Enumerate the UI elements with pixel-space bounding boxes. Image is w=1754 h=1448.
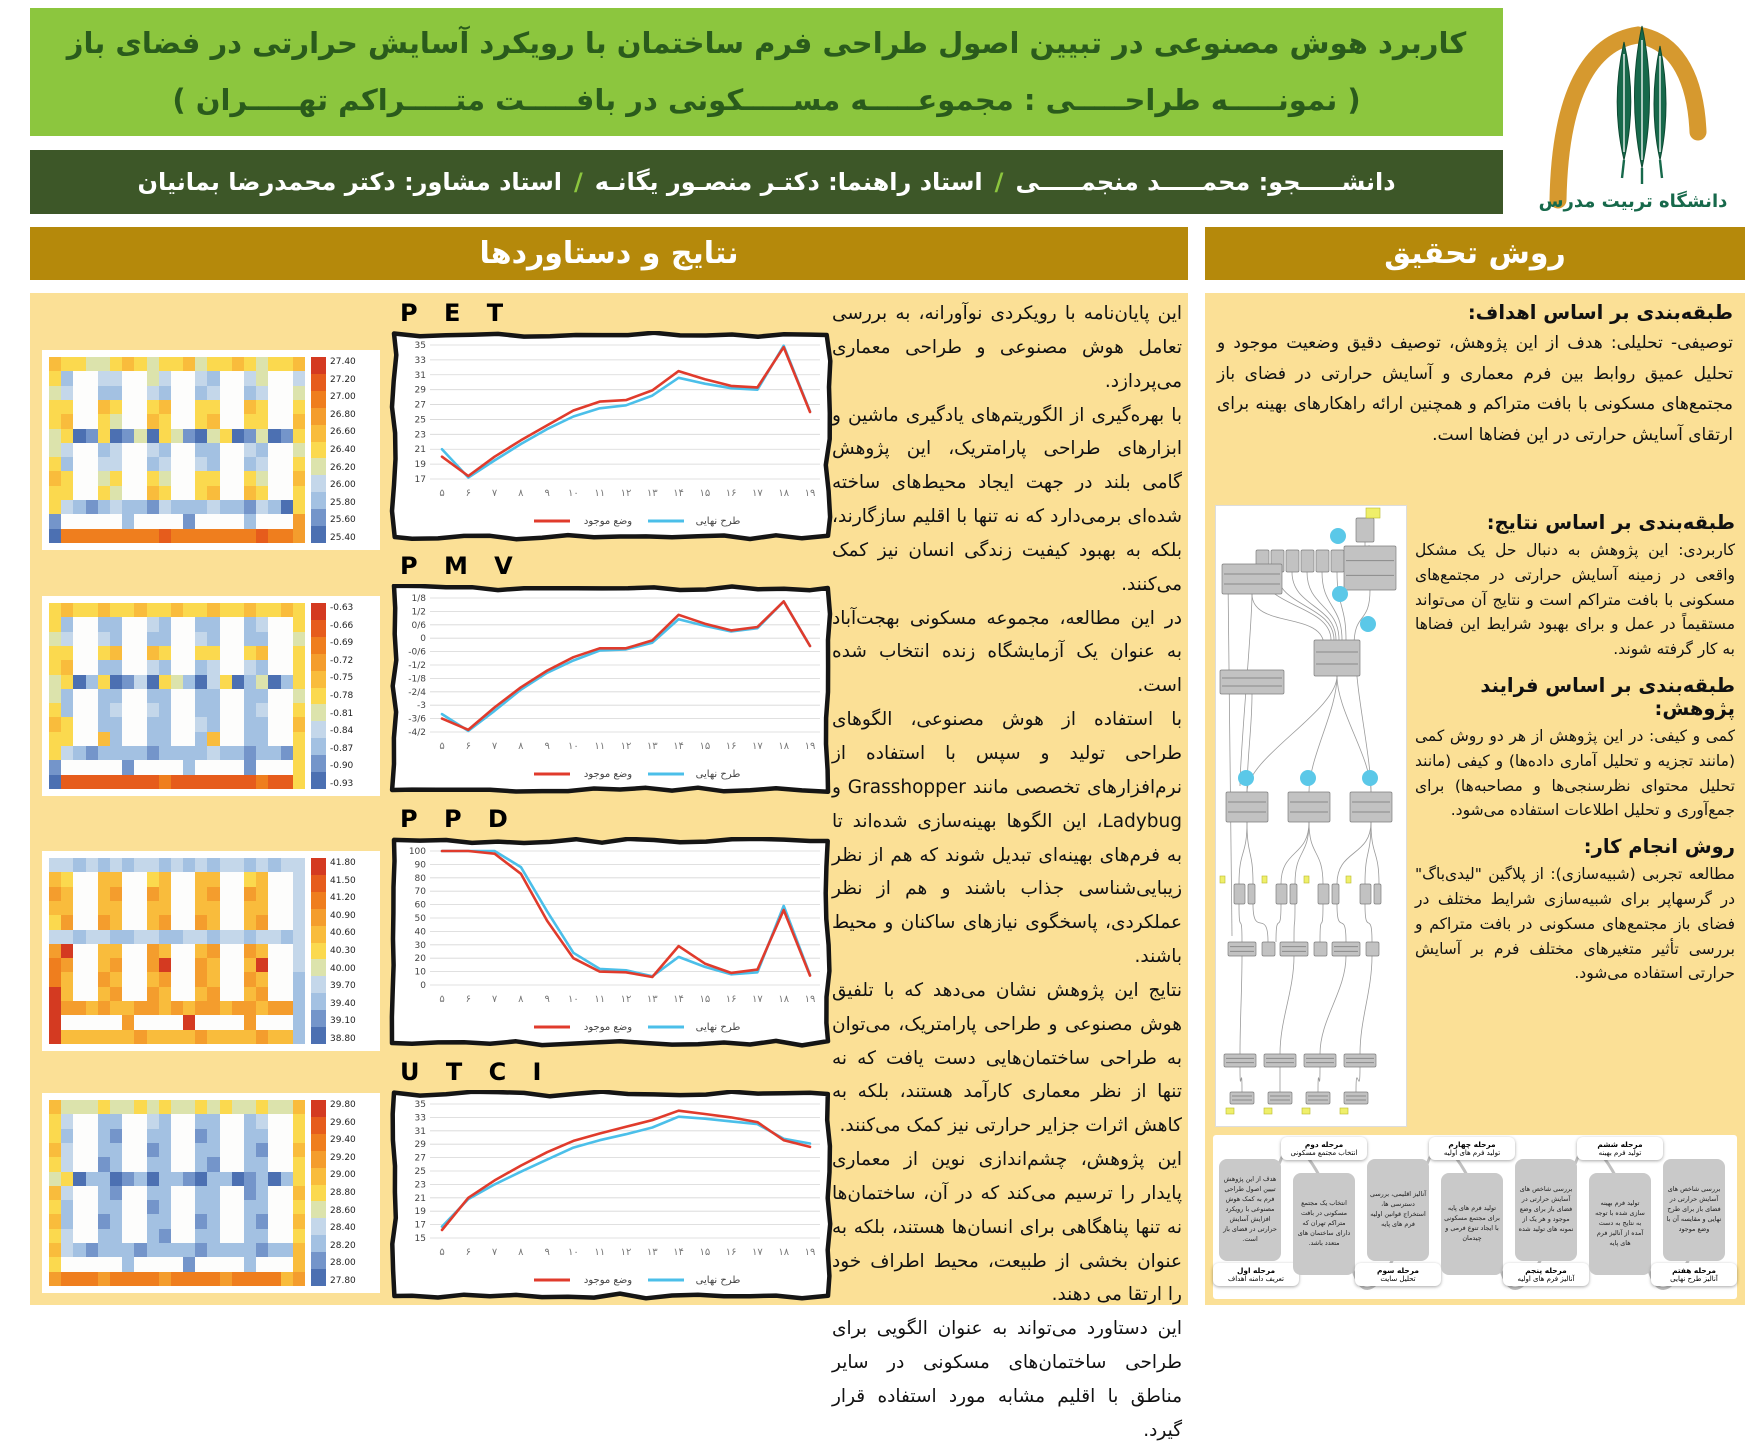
colorbar-tick: -0.63: [330, 603, 354, 613]
svg-text:-3/6: -3/6: [408, 714, 426, 725]
flow-stage-label-5: مرحله پنجم آنالیز فرم های اولیه: [1503, 1263, 1589, 1286]
chart-block-pet: [386, 293, 836, 546]
heatmap-grid: [49, 858, 305, 1044]
heatmap-grid: [49, 603, 305, 789]
heatmap-colorbar: [311, 858, 373, 1044]
svg-text:طرح نهایی: طرح نهایی: [695, 769, 741, 780]
colorbar-tick: 27.20: [330, 374, 356, 385]
svg-text:وضع موجود: وضع موجود: [583, 516, 633, 527]
chart-title-pet: P E T: [400, 299, 513, 327]
svg-text:۱۱: ۱۱: [594, 994, 606, 1005]
colorbar-tick: 40.90: [330, 910, 356, 921]
colorbar-tick: 28.40: [330, 1223, 356, 1234]
svg-text:25: 25: [414, 1167, 426, 1177]
svg-text:-1/2: -1/2: [408, 661, 426, 671]
svg-text:27: 27: [414, 1153, 426, 1164]
svg-text:۱۰: ۱۰: [568, 1247, 579, 1258]
colorbar-tick: 29.40: [330, 1135, 356, 1146]
svg-text:طرح نهایی: طرح نهایی: [695, 1022, 741, 1033]
colorbar-tick: 39.10: [330, 1016, 356, 1027]
colorbar-tick: 26.80: [330, 409, 356, 420]
colorbar-tick: -0.78: [330, 690, 354, 701]
logo-calligraphy: دانشگاه تربیت مدرس: [1538, 191, 1728, 212]
svg-text:۱۹: ۱۹: [804, 1247, 816, 1258]
svg-text:35: 35: [414, 1100, 426, 1110]
colorbar-tick: 26.60: [330, 427, 356, 438]
svg-text:19: 19: [414, 460, 426, 471]
svg-text:۵: ۵: [439, 741, 445, 752]
svg-text:۵: ۵: [439, 994, 445, 1005]
svg-text:-2/4: -2/4: [408, 687, 426, 698]
svg-text:۱۲: ۱۲: [620, 994, 632, 1005]
colorbar-tick: -0.75: [330, 673, 354, 684]
flow-stage-box-2: انتخاب یک مجتمع مسکونی در بافت متراکم تهران که دارای ساختمان های متعدد باشد.: [1293, 1173, 1355, 1275]
line-charts-column: [386, 293, 836, 1305]
svg-text:۶: ۶: [465, 994, 471, 1005]
svg-text:29: 29: [414, 385, 426, 396]
line-chart-pmv: [386, 584, 836, 799]
chart-block-utci: [386, 1052, 836, 1305]
method-block-procedure: [1415, 835, 1735, 986]
svg-text:۱۷: ۱۷: [752, 994, 763, 1005]
svg-text:۱۹: ۱۹: [804, 994, 816, 1005]
svg-text:۱۵: ۱۵: [699, 741, 711, 752]
svg-text:27: 27: [414, 400, 426, 411]
colorbar-tick: 29.00: [330, 1170, 356, 1181]
heatmap-grid: [49, 357, 305, 543]
svg-text:۱۵: ۱۵: [699, 994, 711, 1005]
results-paragraph: با بهره‌گیری از الگوریتم‌های یادگیری ماشین و ابزارهای طراحی پارامتریک، این پژوهش گامی بلند در جهت ایجاد محیط‌های ساخته شده‌ای برمی‌دارد که نه تنها با اقلیم سازگارند، بلکه به بهبود کیفیت زندگی انسان نیز کمک می‌کنند.: [832, 404, 1182, 595]
heatmap-ppd-map: [42, 851, 380, 1051]
svg-text:1/2: 1/2: [411, 607, 426, 618]
flow-stage-box-1: هدف از این پژوهش تبیین اصول طراحی فرم به کمک هوش مصنوعی با رویکرد افزایش آسایش حرارتی در فضای باز است.: [1219, 1159, 1281, 1261]
results-panel: [30, 293, 1188, 1441]
svg-text:۱۵: ۱۵: [699, 1247, 711, 1258]
chart-title-ppd: P P D: [400, 805, 517, 833]
colorbar-tick: 41.50: [330, 875, 356, 886]
svg-text:15: 15: [414, 1234, 426, 1244]
colorbar-tick: 27.80: [330, 1275, 356, 1286]
colorbar-tick: 25.40: [330, 532, 356, 543]
colorbar-tick: 29.80: [330, 1100, 356, 1110]
svg-text:40: 40: [414, 927, 426, 938]
method-block-results-type: [1415, 511, 1735, 662]
svg-text:-1/8: -1/8: [408, 674, 426, 685]
colorbar-tick: 26.00: [330, 480, 356, 491]
svg-text:23: 23: [414, 1180, 426, 1191]
heatmap-colorbar: [311, 1100, 373, 1286]
svg-text:۱۳: ۱۳: [646, 1247, 658, 1258]
svg-text:30: 30: [414, 940, 426, 951]
line-chart-pet: [386, 331, 836, 546]
colorbar-tick: 39.40: [330, 998, 356, 1009]
svg-text:۱۶: ۱۶: [725, 741, 737, 752]
svg-text:۱۵: ۱۵: [699, 488, 711, 499]
svg-text:۱۱: ۱۱: [594, 741, 606, 752]
colorbar-tick: -0.66: [330, 620, 354, 631]
colorbar-tick: -0.90: [330, 761, 354, 772]
colorbar-tick: 25.80: [330, 497, 356, 508]
colorbar-tick: 41.20: [330, 893, 356, 904]
results-text-column: [832, 297, 1182, 1441]
svg-text:۱۸: ۱۸: [778, 994, 790, 1005]
svg-text:100: 100: [408, 847, 426, 857]
svg-text:۷: ۷: [491, 741, 498, 752]
colorbar-tick: 28.00: [330, 1258, 356, 1269]
svg-text:17: 17: [414, 1220, 426, 1231]
svg-text:۱۲: ۱۲: [620, 1247, 632, 1258]
svg-text:35: 35: [414, 341, 426, 351]
svg-text:۶: ۶: [465, 488, 471, 499]
heatmap-pet-map: [42, 350, 380, 550]
svg-text:50: 50: [414, 914, 426, 924]
colorbar-tick: 29.20: [330, 1152, 356, 1163]
svg-text:۱۸: ۱۸: [778, 488, 790, 499]
svg-text:0: 0: [420, 981, 426, 991]
svg-text:۸: ۸: [518, 1247, 524, 1258]
line-chart-ppd: [386, 837, 836, 1052]
svg-text:۱۶: ۱۶: [725, 1247, 737, 1258]
colorbar-tick: 27.00: [330, 392, 356, 403]
colorbar-tick: 28.80: [330, 1187, 356, 1198]
svg-text:وضع موجود: وضع موجود: [583, 1022, 633, 1033]
heatmap-utci-map: [42, 1093, 380, 1293]
flow-stage-label-4: مرحله چهارم تولید فرم های اولیه: [1429, 1137, 1515, 1160]
colorbar-tick: 40.60: [330, 928, 356, 939]
colorbar-tick: -0.69: [330, 638, 354, 649]
svg-text:وضع موجود: وضع موجود: [583, 769, 633, 780]
method-heading: طبقه‌بندی بر اساس فرایند پژوهش:: [1480, 673, 1735, 720]
workflow-flowchart: [1213, 1135, 1737, 1299]
colorbar-tick: -0.93: [330, 778, 354, 789]
method-panel: [1205, 293, 1745, 1305]
flow-stage-label-2: مرحله دوم انتخاب مجتمع مسکونی: [1281, 1137, 1367, 1160]
method-heading: روش انجام کار:: [1583, 835, 1735, 859]
svg-text:۸: ۸: [518, 741, 524, 752]
svg-text:-0/6: -0/6: [408, 647, 426, 658]
svg-text:۱۳: ۱۳: [646, 741, 658, 752]
flow-stage-label-6: مرحله ششم تولید فرم بهینه: [1577, 1137, 1663, 1160]
colorbar-tick: -0.84: [330, 726, 354, 737]
credit-separator: /: [574, 168, 583, 196]
flow-stage-box-5: بررسی شاخص های آسایش حرارتی در فضای باز برای وضع موجود و هر یک از نمونه های تولید شده: [1515, 1159, 1577, 1261]
svg-text:۱۴: ۱۴: [673, 741, 684, 752]
results-paragraph: با استفاده از هوش مصنوعی، الگوهای طراحی تولید و سپس با استفاده از نرم‌افزارهای تخصصی مانند Grasshopper و Ladybug، این الگوها بهینه‌سازی شده‌اند تا به فرم‌های بهینه‌ای تبدیل شوند که هم از نظر زیبایی‌شناسی جذاب باشند و هم از نظر عملکردی، پاسخگوی نیازهای ساکنان و محیط باشند.: [832, 709, 1182, 968]
svg-text:90: 90: [414, 860, 426, 871]
colorbar-tick: -0.81: [330, 708, 354, 719]
chart-block-ppd: [386, 799, 836, 1052]
colorbar-tick: 40.30: [330, 945, 356, 956]
results-paragraph: این پژوهش، چشم‌اندازی نوین از معماری پایدار را ترسیم می‌کند که در آن، ساختمان‌ها نه تنها پناهگاهی برای انسان‌ها هستند، بلکه به عنوان بخشی از طبیعت، محیط اطراف خود را ارتقا می دهند.: [832, 1149, 1182, 1306]
method-text-column: [1415, 499, 1735, 1129]
svg-text:21: 21: [414, 1193, 426, 1204]
svg-text:۱۷: ۱۷: [752, 741, 763, 752]
method-heading: طبقه‌بندی بر اساس اهداف:: [1467, 301, 1733, 324]
svg-text:31: 31: [414, 1126, 426, 1137]
svg-text:طرح نهایی: طرح نهایی: [695, 1275, 741, 1286]
heatmap-colorbar: [311, 357, 373, 543]
svg-text:۱۳: ۱۳: [646, 488, 658, 499]
svg-text:19: 19: [414, 1207, 426, 1218]
svg-text:۱۴: ۱۴: [673, 1247, 684, 1258]
chart-block-pmv: [386, 546, 836, 799]
svg-text:۱۴: ۱۴: [673, 994, 684, 1005]
colorbar-tick: 26.40: [330, 444, 356, 455]
svg-text:60: 60: [414, 900, 426, 911]
svg-text:70: 70: [414, 887, 426, 898]
svg-text:21: 21: [414, 445, 426, 456]
colorbar-tick: 29.60: [330, 1117, 356, 1128]
flow-stage-label-1: مرحله اول تعریف دامنه اهداف: [1213, 1263, 1299, 1286]
results-paragraph: نتایج این پژوهش نشان می‌دهد که با تلفیق هوش مصنوعی و طراحی پارامتریک، می‌توان به طراحی ساختمان‌هایی دست یافت که نه تنها از نظر معماری کارآمد هستند، بلکه به کاهش اثرات جزایر حرارتی نیز کمک می‌کنند.: [832, 979, 1182, 1137]
svg-text:۱۰: ۱۰: [568, 741, 579, 752]
credit-separator: /: [994, 168, 1004, 196]
colorbar-tick: 39.70: [330, 981, 356, 992]
method-body: کاربردی: این پژوهش به دنبال حل یک مشکل واقعی در زمینه آسایش حرارتی در مجتمع‌های مسکونی با بافت متراکم است و نتایج آن می‌تواند مستقیماً در عمل و برای بهبود شرایط این فضاها به کار گرفته شوند.: [1415, 541, 1735, 659]
chart-title-utci: U T C I: [400, 1058, 551, 1086]
svg-text:۱۸: ۱۸: [778, 1247, 790, 1258]
svg-text:۷: ۷: [491, 1247, 498, 1258]
svg-text:۱۸: ۱۸: [778, 741, 790, 752]
svg-text:۱۱: ۱۱: [594, 488, 606, 499]
method-body: توصیفی- تحلیلی: هدف از این پژوهش، توصیف دقیق وضعیت موجود و تحلیل عمیق روابط بین فرم معماری و آسایش حرارتی در فضای باز مجتمع‌های مسکونی با بافت متراکم و همچنین ارائه راهکارهای بهینه برای ارتقای آسایش حرارتی در این فضاها است.: [1217, 333, 1733, 445]
line-chart-utci: [386, 1090, 836, 1305]
svg-text:-4/2: -4/2: [408, 728, 426, 738]
svg-text:۸: ۸: [518, 994, 524, 1005]
svg-text:۱۲: ۱۲: [620, 488, 632, 499]
credit-consultant: استاد مشاور: دکتر محمدرضا بمانیان: [137, 168, 563, 196]
svg-text:۱۷: ۱۷: [752, 488, 763, 499]
svg-text:۹: ۹: [544, 488, 550, 499]
university-logo-art: [1528, 2, 1738, 220]
svg-text:33: 33: [414, 1113, 426, 1124]
poster-title-line2: ( نمونـــــه طراحـــــی : مجموعـــــه مســـــکونی در بافـــــت متـــــراکم تهـــــران ): [172, 83, 1361, 117]
svg-text:۱۰: ۱۰: [568, 488, 579, 499]
results-paragraph: این دستاورد می‌تواند به عنوان الگویی برای طراحی ساختمان‌های مسکونی در سایر مناطق با اقلیم مشابه مورد استفاده قرار گیرد.: [832, 1318, 1182, 1441]
svg-text:۷: ۷: [491, 488, 498, 499]
svg-text:1/8: 1/8: [411, 594, 426, 604]
svg-text:۶: ۶: [465, 1247, 471, 1258]
svg-text:۱۲: ۱۲: [620, 741, 632, 752]
credit-student: دانشـــــجو: محمـــــد منجمـــــی: [1015, 168, 1396, 196]
colorbar-tick: 41.80: [330, 858, 356, 868]
colorbar-tick: -0.72: [330, 655, 354, 666]
university-logo: [1528, 2, 1738, 220]
svg-text:20: 20: [414, 954, 426, 965]
svg-text:۹: ۹: [544, 741, 550, 752]
heatmaps-column: [42, 293, 380, 1305]
method-section-header: روش تحقیق: [1205, 227, 1745, 280]
svg-text:۱۷: ۱۷: [752, 1247, 763, 1258]
flow-stage-box-7: بررسی شاخص های آسایش حرارتی در فضای باز برای طرح نهایی و مقایسه آن با وضع موجود: [1663, 1159, 1725, 1261]
colorbar-tick: -0.87: [330, 743, 354, 754]
credits-bar: [30, 150, 1503, 214]
svg-text:29: 29: [414, 1140, 426, 1151]
heatmap-pmv-map: [42, 596, 380, 796]
svg-text:۱۰: ۱۰: [568, 994, 579, 1005]
colorbar-tick: 38.80: [330, 1033, 356, 1044]
heatmap-grid: [49, 1100, 305, 1286]
svg-text:23: 23: [414, 430, 426, 441]
method-heading: طبقه‌بندی بر اساس نتایج:: [1486, 511, 1735, 534]
svg-text:۱۶: ۱۶: [725, 994, 737, 1005]
flow-stage-box-3: آنالیز اقلیمی، بررسی دسترسی ها، استخراج قوانین اولیه فرم های پایه: [1367, 1159, 1429, 1261]
flow-stage-box-4: تولید فرم های پایه برای مجتمع مسکونی با ایجاد تنوع فرمی و چیدمان: [1441, 1173, 1503, 1275]
svg-text:25: 25: [414, 415, 426, 426]
svg-text:۱۳: ۱۳: [646, 994, 658, 1005]
svg-text:۹: ۹: [544, 994, 550, 1005]
svg-text:۱۹: ۱۹: [804, 741, 816, 752]
svg-text:-3: -3: [417, 701, 426, 712]
svg-text:10: 10: [414, 967, 426, 978]
colorbar-tick: 26.20: [330, 462, 356, 473]
svg-text:وضع موجود: وضع موجود: [583, 1275, 633, 1286]
flow-stage-label-3: مرحله سوم تحلیل سایت: [1355, 1263, 1441, 1286]
svg-text:۱۴: ۱۴: [673, 488, 684, 499]
svg-text:۸: ۸: [518, 488, 524, 499]
svg-text:۵: ۵: [439, 488, 445, 499]
svg-text:0/6: 0/6: [411, 620, 426, 631]
svg-text:31: 31: [414, 370, 426, 381]
heatmap-colorbar: [311, 603, 373, 789]
svg-text:۶: ۶: [465, 741, 471, 752]
svg-text:۷: ۷: [491, 994, 498, 1005]
credit-advisor: استاد راهنما: دکتـر منصـور یگانـه: [594, 168, 983, 196]
flow-stage-box-6: تولید فرم بهینه سازی شده با توجه به نتایج به دست آمده از آنالیز فرم های پایه: [1589, 1173, 1651, 1275]
method-body: کمی و کیفی: در این پژوهش از هر دو روش کمی (مانند تجزیه و تحلیل آماری داده‌ها) و کیفی (مانند تحلیل محتوای نظرسنجی‌ها و مصاحبه‌ها) برای جمع‌آوری و تحلیل اطلاعات استفاده می‌شود.: [1415, 726, 1735, 820]
grasshopper-node-diagram: [1215, 505, 1407, 1127]
svg-text:۱۹: ۱۹: [804, 488, 816, 499]
colorbar-tick: 27.40: [330, 357, 356, 367]
colorbar-tick: 25.60: [330, 515, 356, 526]
colorbar-tick: 28.60: [330, 1205, 356, 1216]
results-paragraph: این پایان‌نامه با رویکردی نوآورانه، به بررسی تعامل هوش مصنوعی و طراحی معماری می‌پردازد.: [832, 303, 1182, 392]
method-block-process: [1415, 674, 1735, 823]
svg-text:33: 33: [414, 355, 426, 366]
poster-title-box: [30, 8, 1503, 136]
grasshopper-diagram-art: [1216, 506, 1406, 1126]
colorbar-tick: 40.00: [330, 963, 356, 974]
flow-stage-label-7: مرحله هفتم آنالیز طرح نهایی: [1651, 1263, 1737, 1286]
results-paragraph: در این مطالعه، مجموعه مسکونی بهجت‌آباد به عنوان یک آزمایشگاه زنده انتخاب شده است.: [832, 607, 1182, 697]
chart-title-pmv: P M V: [400, 552, 522, 580]
svg-text:۵: ۵: [439, 1247, 445, 1258]
svg-text:طرح نهایی: طرح نهایی: [695, 516, 741, 527]
svg-text:۹: ۹: [544, 1247, 550, 1258]
results-section-header: نتایج و دستاوردها: [30, 227, 1188, 280]
method-block-goals: [1217, 301, 1733, 450]
svg-text:۱۶: ۱۶: [725, 488, 737, 499]
poster-title-line1: کاربرد هوش مصنوعی در تبیین اصول طراحی فرم ساختمان با رویکرد آسایش حرارتی در فضای باز: [66, 26, 1467, 61]
svg-text:80: 80: [414, 873, 426, 884]
colorbar-tick: 28.20: [330, 1240, 356, 1251]
svg-text:17: 17: [414, 475, 426, 485]
method-body: مطالعه تجربی (شبیه‌سازی): از پلاگین "لیدی‌باگ" در گرسهاپر برای شبیه‌سازی شرایط مختلف در فضای باز مجتمع‌های مسکونی در بافت متراکم و بررسی تأثیر متغیرهای مختلف فرم بر آسایش حرارتی استفاده می‌شود.: [1415, 865, 1735, 983]
svg-text:۱۱: ۱۱: [594, 1247, 606, 1258]
svg-text:0: 0: [420, 634, 426, 645]
